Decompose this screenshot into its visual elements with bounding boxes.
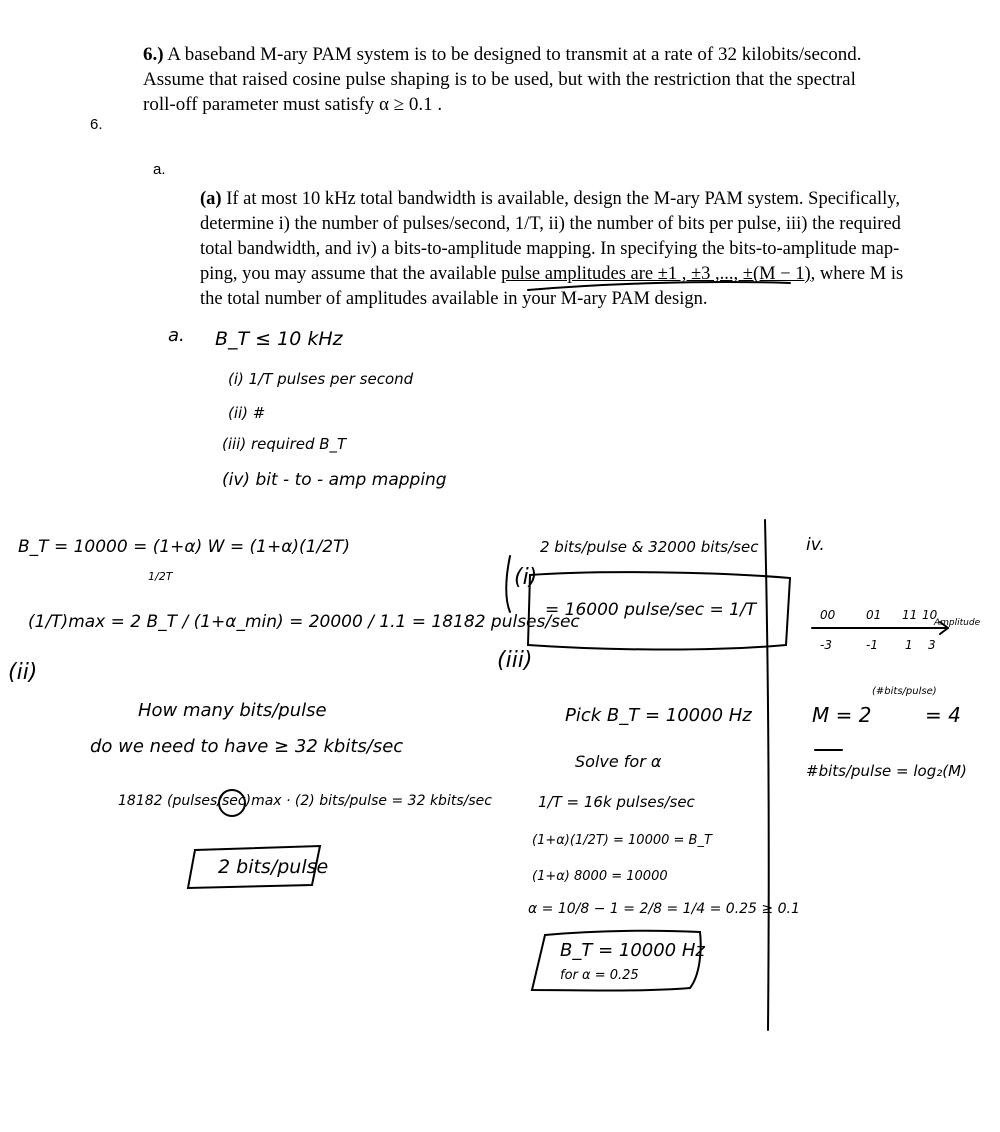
part-a-line-4c: , where M is (810, 264, 904, 284)
eq-bt-2: (1+α)(1/2T) = 10000 = B_T (532, 833, 712, 848)
part-a-line-2: determine i) the number of pulses/second, 1/T, ii) the number of bits per pulse, iii) the required (200, 214, 901, 234)
column-divider-line (765, 520, 769, 1030)
amplitude-axis-label: Amplitude (934, 618, 981, 628)
problem-line-1: A baseband M-ary PAM system is to be designed to transmit at a rate of 32 kilobits/second. (167, 44, 862, 65)
map-amp-1: -1 (866, 638, 878, 652)
notes-iv-label: iv. (806, 535, 825, 555)
problem-line-2: Assume that raised cosine pulse shaping is to be used, but with the restriction that the spectral (143, 69, 856, 90)
notes-item-i: (i) 1/T pulses per second (228, 370, 414, 388)
notes-bt-limit: B_T ≤ 10 kHz (215, 328, 343, 350)
map-bits-1: 01 (866, 608, 882, 622)
one-over-t: 1/T = 16k pulses/sec (538, 793, 695, 811)
notes-ii-label: (ii) (8, 660, 38, 685)
eq-bt: B_T = 10000 = (1+α) W = (1+α)(1/2T) (18, 537, 351, 557)
map-bits-3: 10 (922, 608, 938, 622)
notes-i-label: (i) (514, 565, 538, 590)
part-a-line-3: total bandwidth, and iv) a bits-to-amplitude mapping. In specifying the bits-to-amplitude map- (200, 239, 900, 259)
bits-calc: 18182 (pulses/sec)max · (2) bits/pulse = 32 kbits/sec (118, 793, 492, 809)
eq-w-substitution: 1/2T (148, 570, 173, 583)
final-for-alpha: for α = 0.25 (560, 968, 639, 983)
m-equation: M = 2 (812, 703, 872, 727)
map-bits-2: 11 (902, 608, 918, 622)
how-many-line-2: do we need to have ≥ 32 kbits/sec (90, 736, 404, 757)
problem-number: 6.) (143, 44, 164, 65)
solve-alpha: Solve for α (575, 752, 662, 771)
eq-8000: (1+α) 8000 = 10000 (532, 869, 668, 884)
part-a-label: (a) (200, 189, 222, 209)
final-bt: B_T = 10000 Hz (560, 940, 705, 961)
notes-item-iv: (iv) bit - to - amp mapping (222, 470, 447, 490)
m-note: (#bits/pulse) (872, 686, 937, 697)
map-amp-2: 1 (905, 638, 913, 652)
m-result: = 4 (925, 703, 961, 727)
pick-bt: Pick B_T = 10000 Hz (565, 705, 752, 726)
map-bits-0: 00 (820, 608, 836, 622)
pulse-amplitudes-underlined: pulse amplitudes are ±1 , ±3 ,..., ±(M − 1) (501, 264, 811, 284)
alpha-solution: α = 10/8 − 1 = 2/8 = 1/4 = 0.25 ≥ 0.1 (528, 901, 800, 917)
i-line-2: = 16000 pulse/sec = 1/T (545, 600, 757, 620)
outline-sub: a. (153, 161, 166, 178)
map-amp-0: -3 (820, 638, 832, 652)
outline-number: 6. (90, 116, 103, 133)
map-amp-3: 3 (928, 638, 936, 652)
how-many-line-1: How many bits/pulse (138, 700, 327, 721)
eq-max-rate: (1/T)max = 2 B_T / (1+α_min) = 20000 / 1.1 = 18182 pulses/sec (28, 612, 580, 632)
part-a-line-5: the total number of amplitudes available in your M-ary PAM design. (200, 289, 708, 309)
part-a-line-1: If at most 10 kHz total bandwidth is available, design the M-ary PAM system. Specifically, (226, 189, 900, 209)
notes-iii-label: (iii) (497, 648, 533, 673)
underline-stroke (528, 282, 790, 290)
notes-a-label: a. (168, 325, 185, 346)
bits-per-pulse-log: #bits/pulse = log₂(M) (806, 762, 967, 780)
part-a-line-4a: ping, you may assume that the available (200, 264, 502, 284)
paren-i (506, 556, 510, 612)
notes-item-iii: (iii) required B_T (222, 435, 347, 453)
problem-line-3: roll-off parameter must satisfy α ≥ 0.1 . (143, 94, 443, 115)
i-line-1: 2 bits/pulse & 32000 bits/sec (540, 538, 759, 556)
notes-item-ii: (ii) # (228, 404, 266, 422)
result-bits-per-pulse: 2 bits/pulse (218, 856, 329, 878)
